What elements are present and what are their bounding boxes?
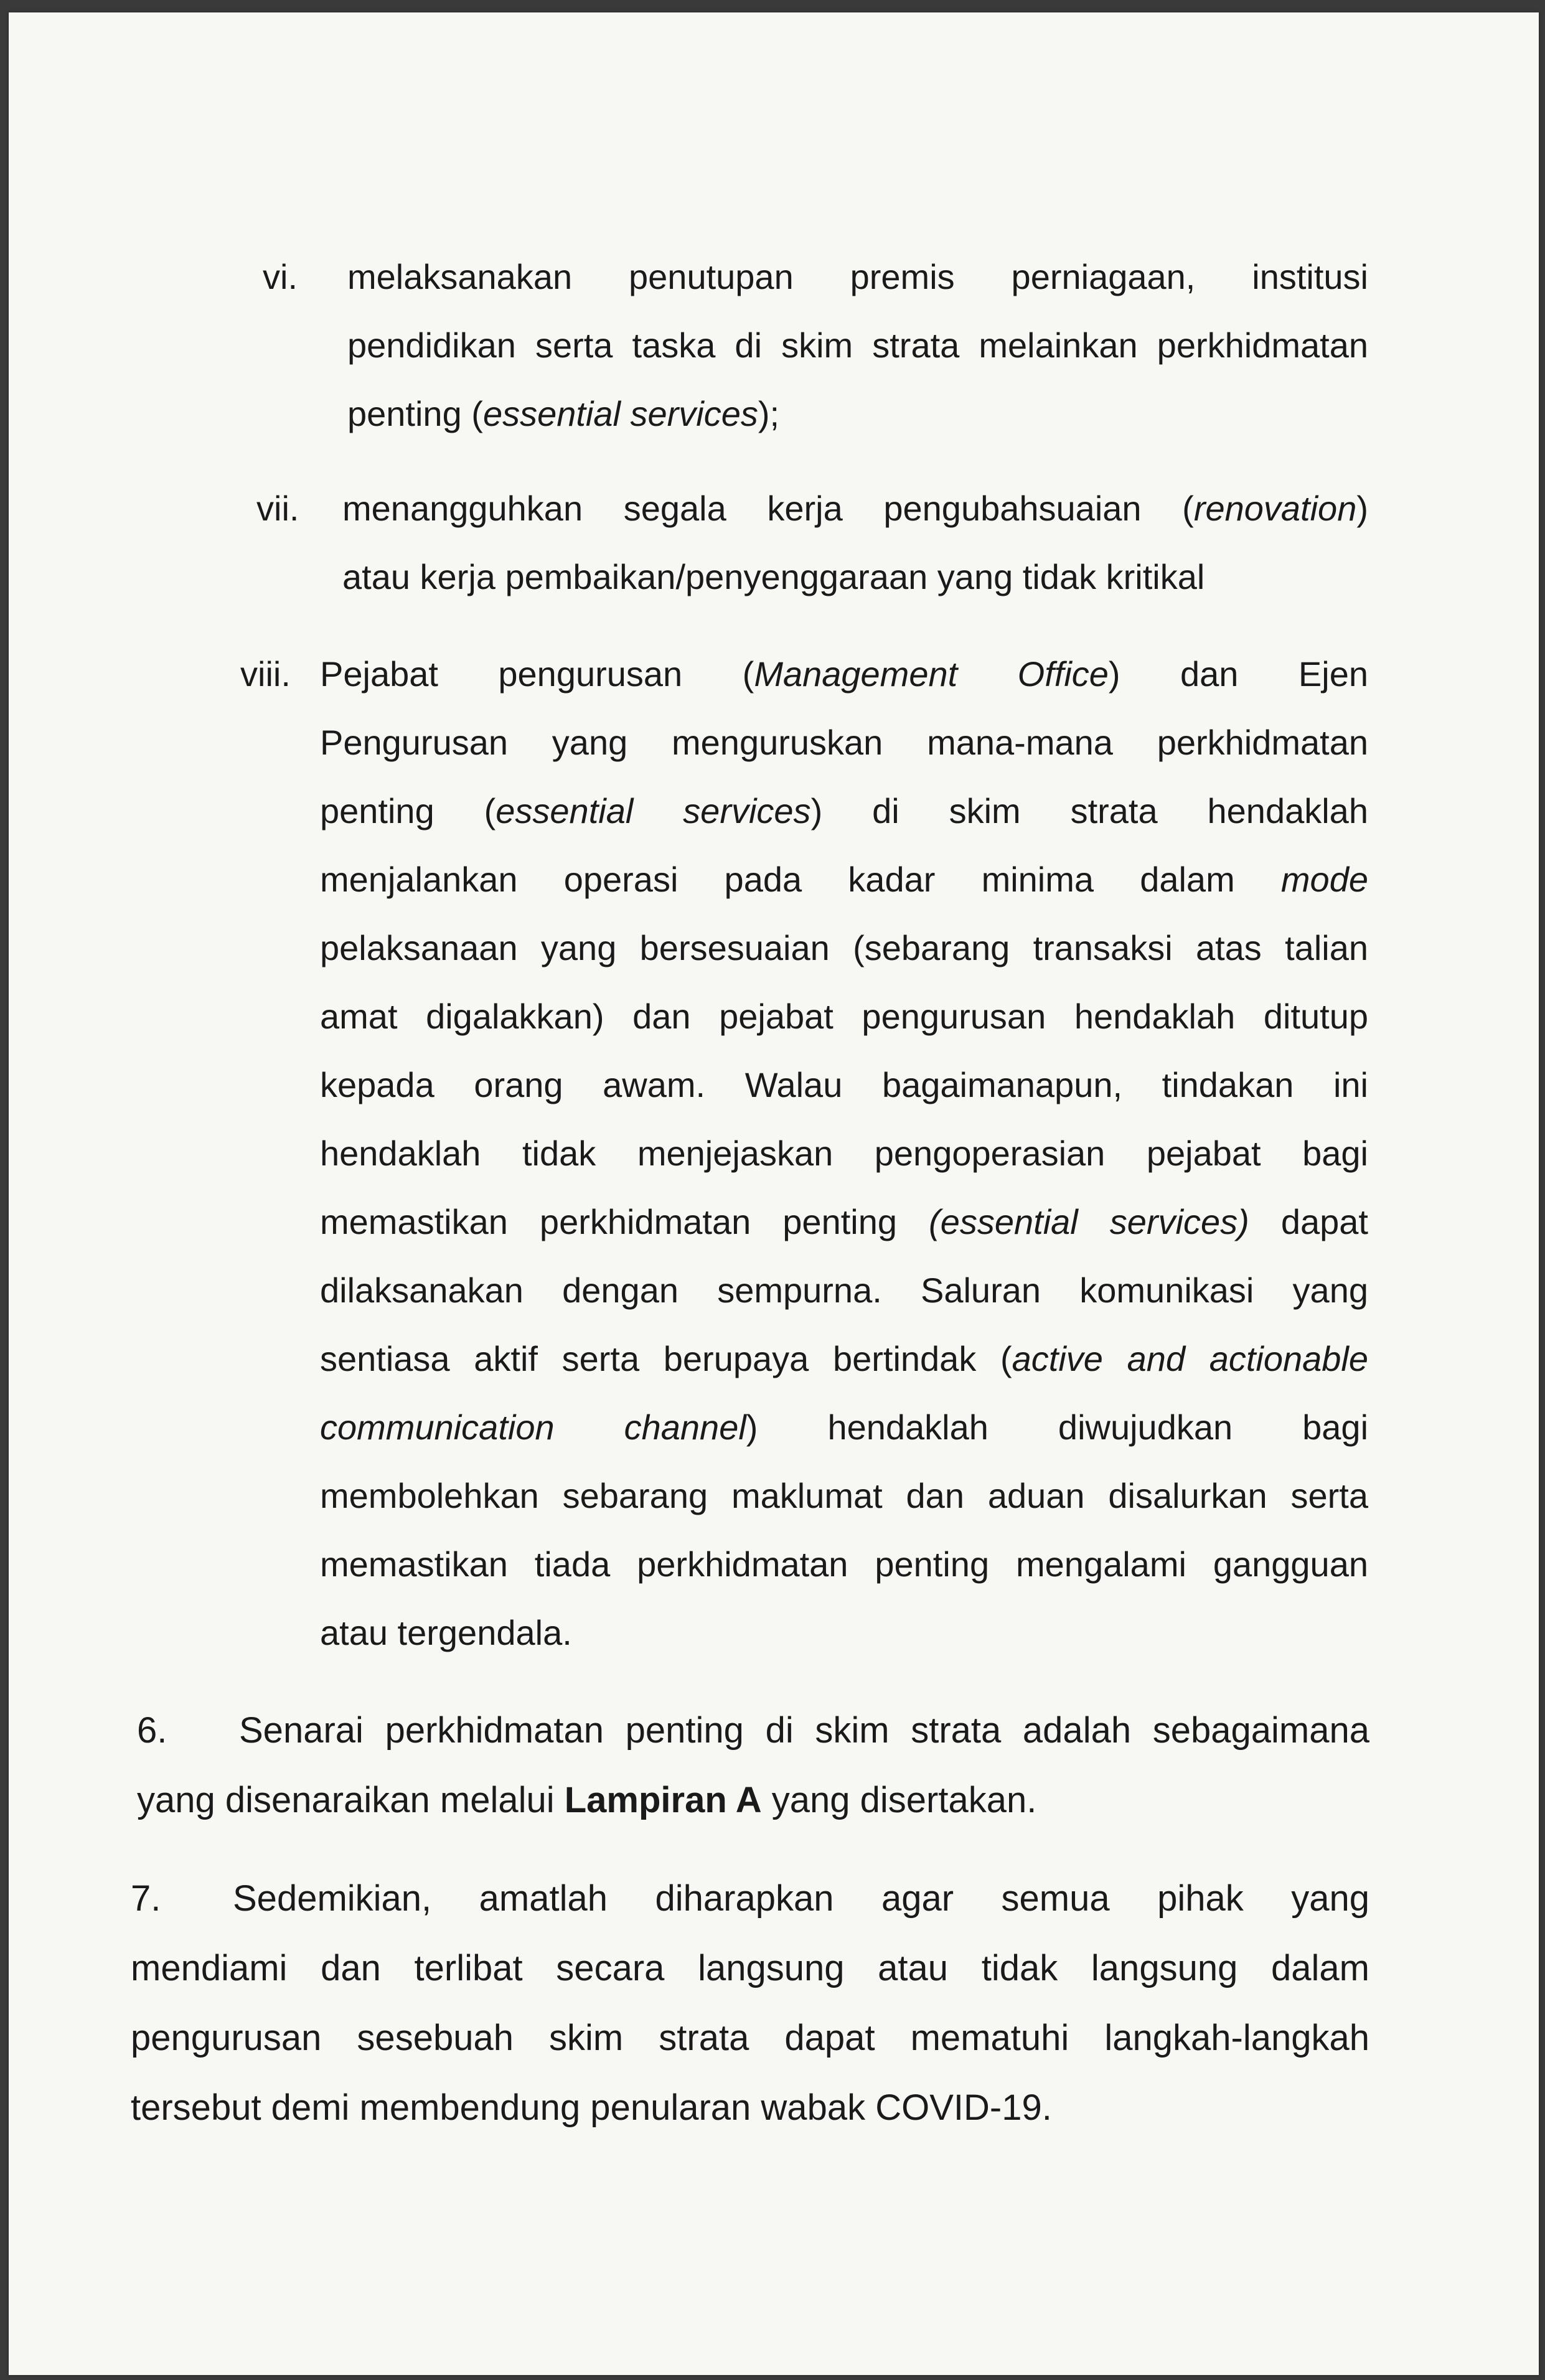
- text-line: [342, 543, 1368, 611]
- text-run: atau tergendala.: [320, 1613, 572, 1652]
- text-run: ) dan Ejen: [1108, 654, 1368, 694]
- text-line-content: [233, 1878, 1369, 1919]
- paragraph-number: 6.: [137, 1710, 167, 1751]
- text-line: [320, 1051, 1368, 1119]
- text-run: menangguhkan segala kerja pengubahsuaian (: [342, 489, 1194, 528]
- list-item-viii: [9, 640, 1539, 1667]
- item-text: [347, 243, 1368, 448]
- text-line: [320, 1462, 1368, 1530]
- text-run: penting (: [347, 394, 483, 433]
- item-text: [342, 474, 1368, 611]
- list-item-vii: [9, 474, 1539, 611]
- text-run: memastikan perkhidmatan penting: [320, 1202, 929, 1241]
- text-run: menjalankan operasi pada kadar minima dalam: [320, 860, 1281, 899]
- text-run: memastikan tiada perkhidmatan penting mengalami gangguan: [320, 1545, 1368, 1584]
- paragraph-7: [9, 1864, 1539, 2143]
- text-run: amat digalakkan) dan pejabat pengurusan hendaklah ditutup: [320, 997, 1368, 1036]
- text-run: yang disertakan.: [761, 1780, 1037, 1820]
- text-line: [320, 640, 1368, 708]
- text-run: dilaksanakan dengan sempurna. Saluran komunikasi yang: [320, 1271, 1368, 1310]
- text-line: [320, 845, 1368, 914]
- text-line: [320, 1599, 1368, 1667]
- text-line: [347, 380, 1368, 448]
- text-run: yang disenaraikan melalui: [137, 1780, 565, 1820]
- text-run: pengurusan sesebuah skim strata dapat mematuhi langkah-langkah: [131, 2018, 1369, 2058]
- text-run: dapat: [1249, 1202, 1368, 1241]
- text-line: [131, 2073, 1369, 2143]
- text-run: pelaksanaan yang bersesuaian (sebarang transaksi atas talian: [320, 928, 1368, 967]
- text-line: [320, 914, 1368, 982]
- paragraph-number: 7.: [131, 1878, 161, 1919]
- paragraph-text: [137, 1696, 1369, 1835]
- text-line: [320, 1256, 1368, 1325]
- paragraph-6: [9, 1696, 1539, 1835]
- text-line: [342, 474, 1368, 543]
- text-run: mendiami dan terlibat secara langsung atau tidak langsung dalam: [131, 1948, 1369, 1988]
- text-run: melaksanakan penutupan premis perniagaan, institusi: [347, 257, 1368, 296]
- text-line: [131, 1864, 1369, 1934]
- text-run: kepada orang awam. Walau bagaimanapun, tindakan ini: [320, 1065, 1368, 1104]
- text-run: Senarai perkhidmatan penting di skim strata adalah sebagaimana: [239, 1710, 1369, 1751]
- text-line: [320, 1119, 1368, 1188]
- item-marker: vi.: [263, 257, 298, 296]
- italic-term: active and actionable: [1012, 1339, 1368, 1378]
- bold-term: Lampiran A: [564, 1780, 762, 1820]
- text-run: atau kerja pembaikan/penyenggaraan yang tidak kritikal: [342, 557, 1205, 596]
- text-line: [137, 1696, 1369, 1766]
- text-line: [320, 777, 1368, 845]
- text-run: ) di skim strata hendaklah: [810, 791, 1368, 830]
- italic-term: essential services: [495, 791, 811, 830]
- italic-term: renovation: [1193, 489, 1357, 528]
- text-line: [320, 1393, 1368, 1462]
- item-text: [320, 640, 1368, 1667]
- italic-term: (essential services): [929, 1202, 1249, 1241]
- item-marker: viii.: [240, 654, 291, 694]
- text-line: [131, 2003, 1369, 2073]
- text-run: hendaklah tidak menjejaskan pengoperasian pejabat bagi: [320, 1134, 1368, 1173]
- italic-term: mode: [1280, 860, 1368, 899]
- text-line: [320, 1325, 1368, 1393]
- list-item-vi: [9, 243, 1539, 448]
- text-line: [131, 1934, 1369, 2003]
- text-run: sentiasa aktif serta berupaya bertindak (: [320, 1339, 1012, 1378]
- text-line: [347, 243, 1368, 311]
- item-marker: vii.: [256, 489, 299, 528]
- text-run: tersebut demi membendung penularan wabak COVID-19.: [131, 2087, 1052, 2128]
- text-line: [320, 982, 1368, 1051]
- document-page: [9, 12, 1539, 2375]
- text-line: [320, 1188, 1368, 1256]
- text-run: ) hendaklah diwujudkan bagi: [746, 1408, 1369, 1447]
- text-run: pendidikan serta taska di skim strata melainkan perkhidmatan: [347, 326, 1368, 365]
- text-line-content: [239, 1710, 1369, 1751]
- text-line: [320, 708, 1368, 777]
- text-run: penting (: [320, 791, 496, 830]
- text-run: Pengurusan yang menguruskan mana-mana perkhidmatan: [320, 723, 1368, 762]
- text-run: );: [758, 394, 780, 433]
- italic-term: essential services: [482, 394, 758, 433]
- text-line: [347, 311, 1368, 380]
- text-line: [320, 1530, 1368, 1599]
- text-run: Pejabat pengurusan (: [320, 654, 754, 694]
- italic-term: Management Office: [754, 654, 1109, 694]
- italic-term: communication channel: [320, 1408, 746, 1447]
- paragraph-text: [131, 1864, 1369, 2143]
- text-run: ): [1356, 489, 1368, 528]
- text-run: membolehkan sebarang maklumat dan aduan disalurkan serta: [320, 1476, 1368, 1515]
- text-run: Sedemikian, amatlah diharapkan agar semua pihak yang: [233, 1878, 1369, 1919]
- text-line: [137, 1766, 1369, 1835]
